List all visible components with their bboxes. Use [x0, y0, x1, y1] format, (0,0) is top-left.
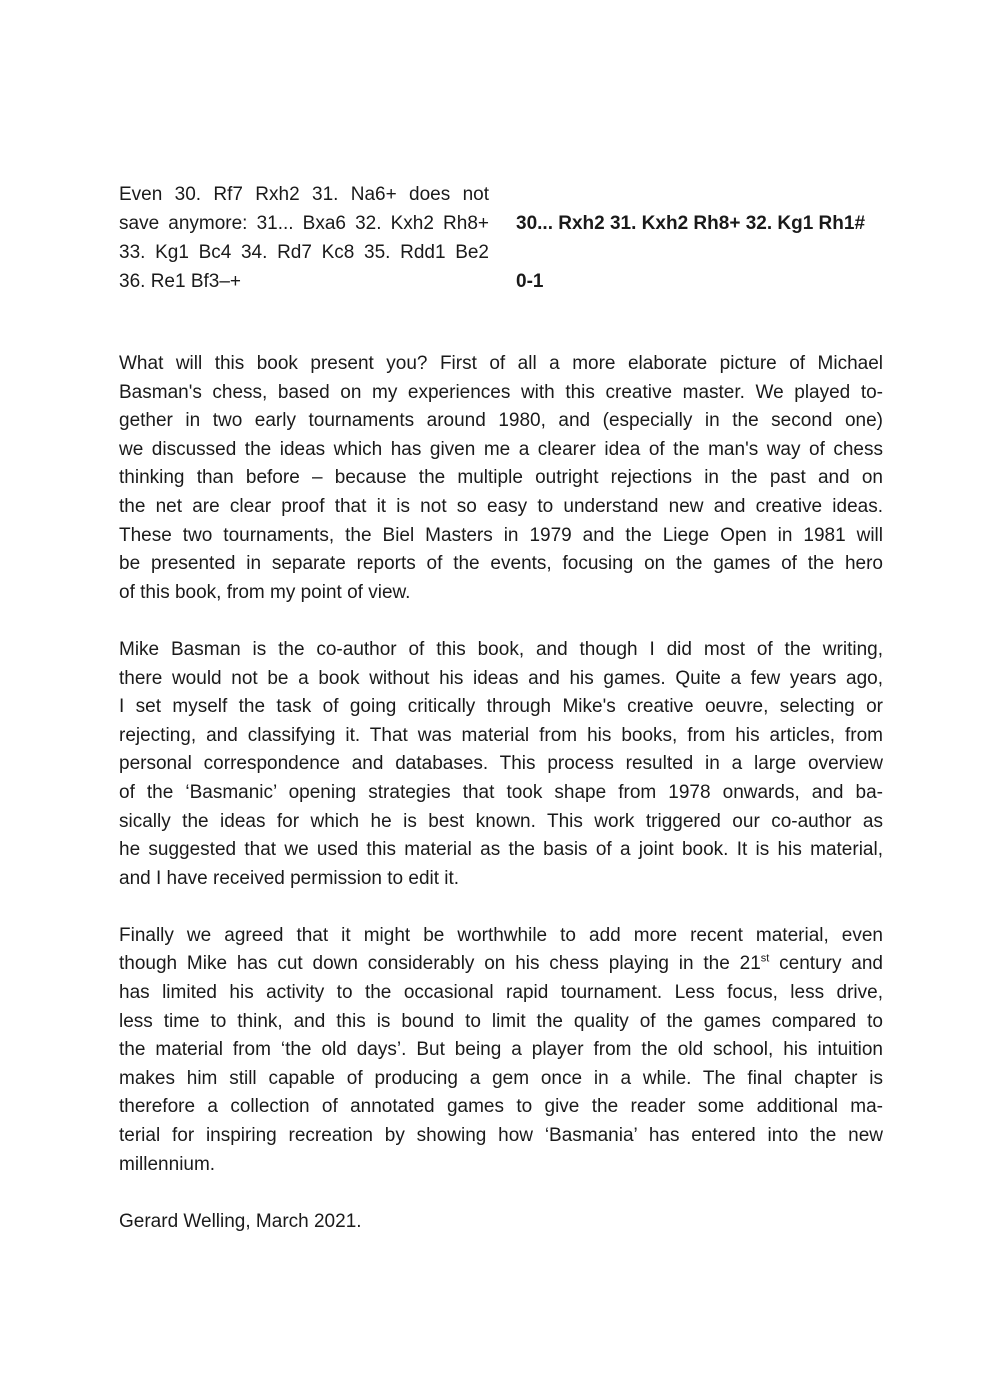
- text-line: be presented in separate reports of the events, focusing on the games of the hero: [119, 553, 883, 575]
- annotation-line: save anymore: 31... Bxa6 32. Kxh2 Rh8+: [119, 213, 489, 234]
- text-line: there would not be a book without his ideas and his games. Quite a few years ago,: [119, 667, 883, 689]
- text-line: less time to think, and this is bound to limit the quality of the games compared to: [119, 1010, 883, 1032]
- text-line: the net are clear proof that it is not so easy to understand new and creative ideas.: [119, 495, 883, 517]
- text-line: of this book, from my point of view.: [119, 581, 411, 603]
- text-line: personal correspondence and databases. This process resulted in a large overview: [119, 753, 883, 775]
- text-line: we discussed the ideas which has given me a clearer idea of the man's way of chess: [119, 438, 883, 460]
- text-line: has limited his activity to the occasional rapid tournament. Less focus, less drive,: [119, 982, 883, 1004]
- text-line: [119, 950, 883, 979]
- text-line: millennium.: [119, 1153, 216, 1175]
- annotation-line: 33. Kg1 Bc4 34. Rd7 Kc8 35. Rdd1 Be2: [119, 242, 489, 263]
- text-line: gether in two early tournaments around 1980, and (especially in the second one): [119, 410, 883, 432]
- main-line-moves: 30... Rxh2 31. Kxh2 Rh8+ 32. Kg1 Rh1#: [516, 213, 866, 234]
- text-line: terial for inspiring recreation by showing how ‘Basmania’ has entered into the new: [119, 1125, 883, 1147]
- text-line: Basman's chess, based on my experiences with this creative master. We played to-: [119, 381, 883, 403]
- paragraph-co-author: [119, 636, 883, 893]
- superscript: st: [760, 953, 770, 966]
- paragraph-book-overview: [119, 350, 883, 607]
- text-line: These two tournaments, the Biel Masters in 1979 and the Liege Open in 1981 will: [119, 524, 883, 546]
- text-line: and I have received permission to edit it.: [119, 867, 460, 889]
- preface-body: [119, 350, 883, 1236]
- text-line: of the ‘Basmanic’ opening strategies that took shape from 1978 onwards, and ba-: [119, 781, 883, 803]
- text-line: Mike Basman is the co-author of this book, and though I did most of the writing,: [119, 638, 883, 660]
- text-line: therefore a collection of annotated games to give the reader some additional ma-: [119, 1096, 883, 1118]
- text-line: I set myself the task of going critically through Mike's creative oeuvre, selecting or: [119, 696, 883, 718]
- text-line: rejecting, and classifying it. That was material from his books, from his articles, from: [119, 724, 883, 746]
- text-line: he suggested that we used this material as the basis of a joint book. It is his material,: [119, 839, 883, 861]
- text-line: What will this book present you? First of all a more elaborate picture of Michael: [119, 353, 883, 374]
- text-line: Finally we agreed that it might be worthwhile to add more recent material, even: [119, 924, 883, 946]
- paragraph-recent-material: [119, 922, 883, 1179]
- text-line: sically the ideas for which he is best known. This work triggered our co-author as: [119, 810, 883, 832]
- annotation-line: 36. Re1 Bf3–+: [119, 271, 242, 292]
- text-line: makes him still capable of producing a gem once in a while. The final chapter is: [119, 1067, 883, 1089]
- game-moves: [516, 209, 896, 296]
- text-segment: century and: [769, 953, 883, 975]
- game-result: 0-1: [516, 271, 544, 292]
- text-segment: though Mike has cut down considerably on his chess playing in the 21: [119, 953, 761, 975]
- annotation-variation: [119, 180, 489, 296]
- text-line: thinking than before – because the multiple outright rejections in the past and on: [119, 467, 883, 489]
- signature: Gerard Welling, March 2021.: [119, 1210, 362, 1232]
- annotation-line: Even 30. Rf7 Rxh2 31. Na6+ does not: [119, 184, 489, 205]
- text-line: the material from ‘the old days’. But being a player from the old school, his intuition: [119, 1039, 883, 1061]
